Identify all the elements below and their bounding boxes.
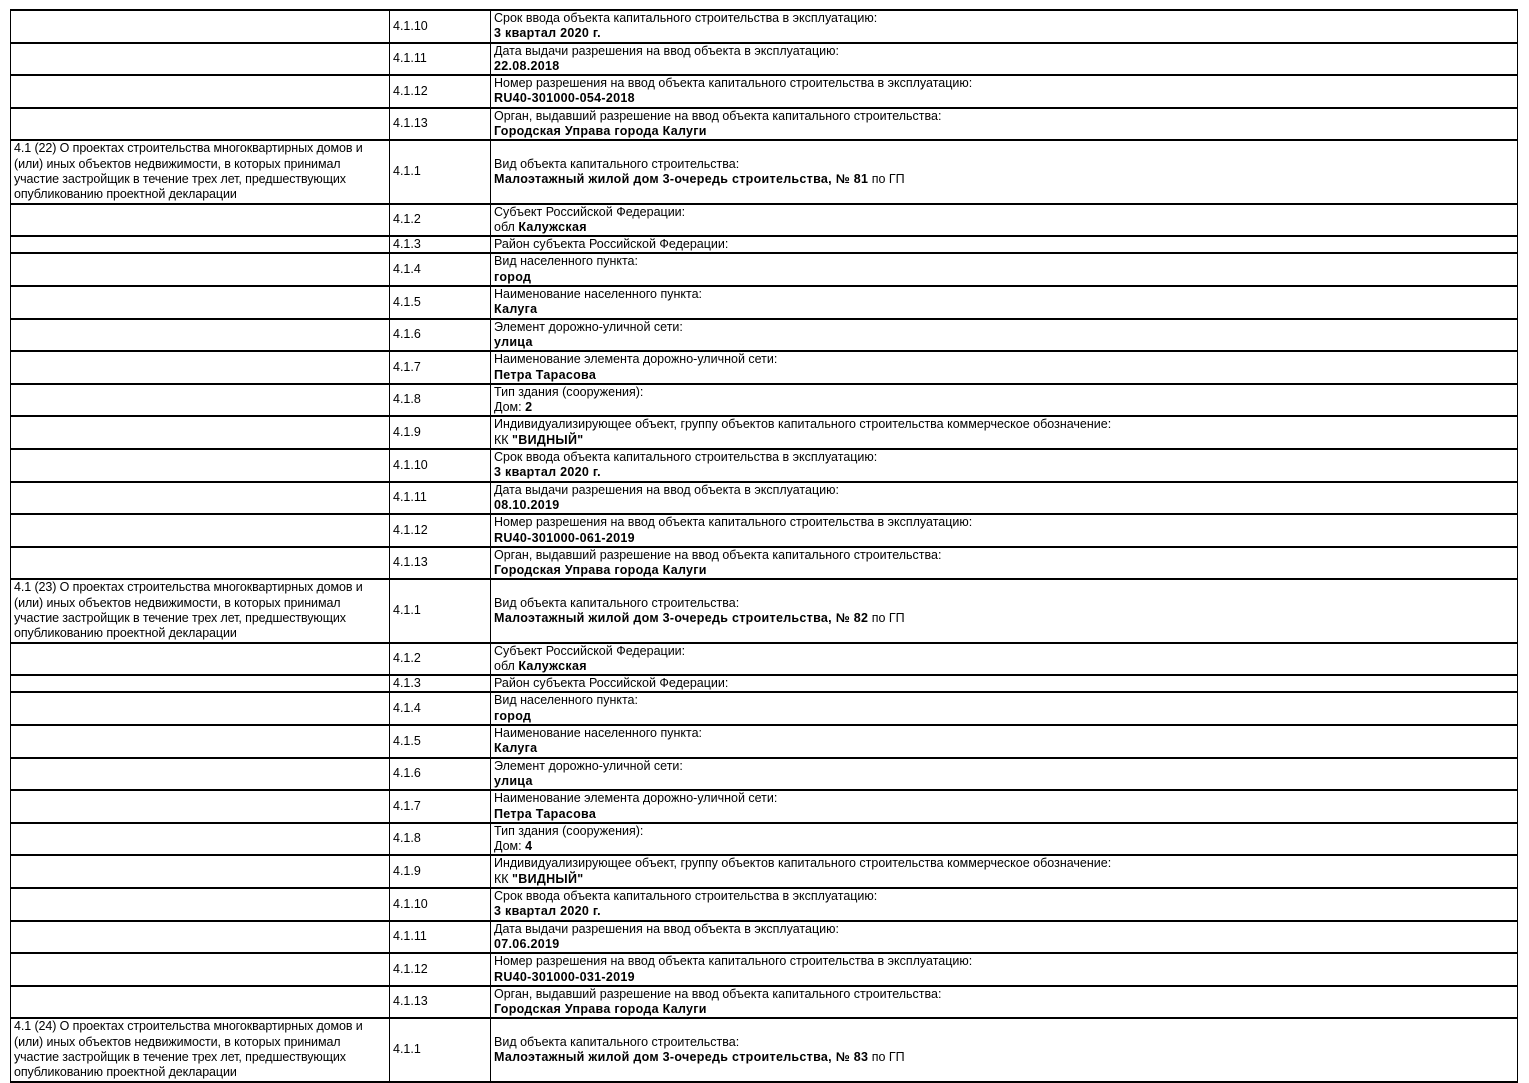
section-cell — [11, 643, 390, 676]
row-code: 4.1.12 — [393, 522, 428, 537]
row-code: 4.1.6 — [393, 766, 421, 781]
table-row — [11, 10, 1518, 43]
row-code: 4.1.10 — [393, 896, 428, 911]
table-row — [11, 416, 1518, 449]
field-value — [494, 937, 1514, 952]
section-cell — [11, 204, 390, 237]
table-row — [11, 236, 1518, 253]
field-value — [494, 302, 1514, 317]
code-cell — [390, 823, 491, 856]
code-cell — [390, 10, 491, 43]
document-page — [10, 9, 1517, 1083]
field-value — [494, 1050, 1514, 1065]
row-code: 4.1.1 — [393, 603, 421, 618]
table-row — [11, 547, 1518, 580]
value-prefix: КК — [494, 871, 513, 886]
section-description: 4.1 (23) О проектах строительства многоквартирных домов и (или) иных объектов недвижимости, в которых принимал участие застройщик в течение трех лет, предшествующих опубликованию проектной декларации — [14, 580, 363, 641]
field-label: Вид населенного пункта: — [494, 254, 638, 269]
content-cell — [491, 953, 1518, 986]
value-bold: Калужская — [518, 658, 587, 673]
table-row — [11, 692, 1518, 725]
value-bold: Калужская — [518, 219, 587, 234]
section-cell — [11, 449, 390, 482]
section-cell — [11, 855, 390, 888]
field-label: Наименование населенного пункта: — [494, 287, 703, 302]
section-cell — [11, 790, 390, 823]
value-suffix: по ГП — [868, 610, 905, 625]
table-row — [11, 888, 1518, 921]
value-prefix: Дом: — [494, 839, 526, 854]
value-suffix: по ГП — [868, 1050, 905, 1064]
field-value — [494, 172, 1514, 187]
row-code: 4.1.7 — [393, 359, 421, 374]
value-prefix: обл — [494, 219, 519, 234]
table-row — [11, 675, 1518, 692]
row-code: 4.1.8 — [393, 831, 421, 846]
section-cell — [11, 888, 390, 921]
content-cell — [491, 75, 1518, 108]
code-cell — [390, 921, 491, 954]
value-prefix: Дом: — [494, 400, 526, 415]
field-label: Район субъекта Российской Федерации: — [494, 676, 729, 691]
content-cell — [491, 547, 1518, 580]
code-cell — [390, 790, 491, 823]
code-cell — [390, 253, 491, 286]
value-bold: улица — [494, 334, 533, 349]
section-cell — [11, 319, 390, 352]
value-bold: Калуга — [494, 302, 538, 317]
content-cell — [491, 855, 1518, 888]
table-row — [11, 253, 1518, 286]
row-code: 4.1.3 — [393, 676, 421, 691]
section-cell — [11, 675, 390, 692]
code-cell — [390, 579, 491, 642]
field-value — [494, 774, 1514, 789]
code-cell — [390, 758, 491, 791]
field-value — [494, 807, 1514, 822]
table-row — [11, 725, 1518, 758]
field-label: Тип здания (сооружения): — [494, 823, 644, 838]
code-cell — [390, 482, 491, 515]
code-cell — [390, 43, 491, 76]
section-cell — [11, 1018, 390, 1081]
field-value — [494, 611, 1514, 626]
table-row — [11, 140, 1518, 203]
content-cell — [491, 692, 1518, 725]
content-cell — [491, 108, 1518, 141]
row-code: 4.1.3 — [393, 237, 421, 252]
value-bold: 2 — [525, 400, 533, 415]
section-cell — [11, 416, 390, 449]
field-label: Срок ввода объекта капитального строительства в эксплуатацию: — [494, 450, 878, 465]
row-code: 4.1.9 — [393, 864, 421, 879]
section-cell — [11, 547, 390, 580]
field-value — [494, 465, 1514, 480]
field-label: Номер разрешения на ввод объекта капитального строительства в эксплуатацию: — [494, 954, 973, 969]
code-cell — [390, 514, 491, 547]
field-value — [494, 839, 1514, 854]
content-cell — [491, 758, 1518, 791]
section-cell — [11, 75, 390, 108]
field-label: Орган, выдавший разрешение на ввод объекта капитального строительства: — [494, 986, 942, 1001]
section-cell — [11, 725, 390, 758]
table-row — [11, 986, 1518, 1019]
field-label: Дата выдачи разрешения на ввод объекта в эксплуатацию: — [494, 482, 839, 497]
row-code: 4.1.13 — [393, 116, 428, 131]
field-value — [494, 26, 1514, 41]
value-bold: 4 — [525, 839, 533, 854]
field-value — [494, 659, 1514, 674]
code-cell — [390, 416, 491, 449]
table-row — [11, 43, 1518, 76]
field-label: Элемент дорожно-уличной сети: — [494, 319, 683, 334]
table-row — [11, 1018, 1518, 1081]
value-bold: Городская Управа города Калуги — [494, 1002, 707, 1017]
table-row — [11, 953, 1518, 986]
section-description: 4.1 (22) О проектах строительства многоквартирных домов и (или) иных объектов недвижимости, в которых принимал участие застройщик в течение трех лет, предшествующих опубликованию проектной декларации — [14, 141, 363, 202]
value-bold: Калуга — [494, 741, 538, 756]
field-label: Район субъекта Российской Федерации: — [494, 237, 729, 252]
field-value — [494, 368, 1514, 383]
content-cell — [491, 204, 1518, 237]
row-code: 4.1.2 — [393, 651, 421, 666]
field-label: Номер разрешения на ввод объекта капитального строительства в эксплуатацию: — [494, 515, 973, 530]
value-bold: "ВИДНЫЙ" — [512, 871, 584, 886]
value-prefix: КК — [494, 432, 513, 447]
code-cell — [390, 692, 491, 725]
content-cell — [491, 1018, 1518, 1081]
content-cell — [491, 725, 1518, 758]
content-cell — [491, 43, 1518, 76]
section-cell — [11, 253, 390, 286]
value-bold: улица — [494, 773, 533, 788]
code-cell — [390, 236, 491, 253]
field-label: Дата выдачи разрешения на ввод объекта в эксплуатацию: — [494, 43, 839, 58]
content-cell — [491, 986, 1518, 1019]
section-cell — [11, 823, 390, 856]
content-cell — [491, 482, 1518, 515]
value-bold: Петра Тарасова — [494, 367, 597, 382]
row-code: 4.1.9 — [393, 425, 421, 440]
content-cell — [491, 514, 1518, 547]
field-value — [494, 1002, 1514, 1017]
section-cell — [11, 986, 390, 1019]
content-cell — [491, 790, 1518, 823]
code-cell — [390, 108, 491, 141]
content-cell — [491, 10, 1518, 43]
code-cell — [390, 675, 491, 692]
value-bold: Малоэтажный жилой дом 3-очередь строительства, № 82 — [494, 610, 869, 625]
row-code: 4.1.11 — [393, 929, 427, 944]
table-row — [11, 482, 1518, 515]
field-value — [494, 400, 1514, 415]
value-bold: Петра Тарасова — [494, 806, 597, 821]
row-code: 4.1.10 — [393, 457, 428, 472]
field-label: Наименование элемента дорожно-уличной сети: — [494, 352, 778, 367]
row-code: 4.1.4 — [393, 262, 421, 277]
declaration-table — [10, 9, 1518, 1083]
table-row — [11, 643, 1518, 676]
code-cell — [390, 319, 491, 352]
value-bold: Малоэтажный жилой дом 3-очередь строительства, № 83 — [494, 1050, 869, 1064]
field-value — [494, 904, 1514, 919]
field-value — [494, 124, 1514, 139]
row-code: 4.1.13 — [393, 555, 428, 570]
table-row — [11, 75, 1518, 108]
row-code: 4.1.2 — [393, 212, 421, 227]
section-cell — [11, 384, 390, 417]
field-value — [494, 433, 1514, 448]
field-label: Вид объекта капитального строительства: — [494, 1034, 740, 1049]
table-row — [11, 514, 1518, 547]
section-cell — [11, 43, 390, 76]
table-row — [11, 579, 1518, 642]
row-code: 4.1.7 — [393, 798, 421, 813]
field-label: Индивидуализирующее объект, группу объектов капитального строительства коммерческое обозначение: — [494, 856, 1112, 871]
content-cell — [491, 823, 1518, 856]
row-code: 4.1.6 — [393, 327, 421, 342]
field-value — [494, 531, 1514, 546]
value-bold: 07.06.2019 — [494, 936, 560, 951]
value-bold: город — [494, 708, 532, 723]
value-bold: "ВИДНЫЙ" — [512, 432, 584, 447]
code-cell — [390, 643, 491, 676]
section-cell — [11, 108, 390, 141]
field-label: Наименование населенного пункта: — [494, 726, 703, 741]
section-cell — [11, 236, 390, 253]
content-cell — [491, 921, 1518, 954]
content-cell — [491, 319, 1518, 352]
row-code: 4.1.4 — [393, 701, 421, 716]
content-cell — [491, 384, 1518, 417]
field-label: Вид населенного пункта: — [494, 693, 638, 708]
row-code: 4.1.1 — [393, 1042, 421, 1057]
value-bold: Малоэтажный жилой дом 3-очередь строительства, № 81 — [494, 171, 869, 186]
row-code: 4.1.12 — [393, 961, 428, 976]
section-cell — [11, 692, 390, 725]
table-row — [11, 286, 1518, 319]
table-row — [11, 855, 1518, 888]
row-code: 4.1.12 — [393, 83, 428, 98]
table-row — [11, 384, 1518, 417]
row-code: 4.1.10 — [393, 18, 428, 33]
code-cell — [390, 1018, 491, 1081]
table-row — [11, 790, 1518, 823]
content-cell — [491, 888, 1518, 921]
field-value — [494, 709, 1514, 724]
code-cell — [390, 888, 491, 921]
section-cell — [11, 514, 390, 547]
content-cell — [491, 140, 1518, 203]
value-bold: 3 квартал 2020 г. — [494, 904, 601, 919]
content-cell — [491, 253, 1518, 286]
table-row — [11, 204, 1518, 237]
content-cell — [491, 236, 1518, 253]
field-value — [494, 498, 1514, 513]
value-bold: RU40-301000-054-2018 — [494, 91, 635, 106]
code-cell — [390, 449, 491, 482]
value-bold: 3 квартал 2020 г. — [494, 26, 601, 41]
table-body — [11, 10, 1518, 1082]
row-code: 4.1.11 — [393, 490, 427, 505]
section-cell — [11, 10, 390, 43]
value-bold: город — [494, 269, 532, 284]
content-cell — [491, 351, 1518, 384]
field-value — [494, 91, 1514, 106]
field-label: Субъект Российской Федерации: — [494, 204, 686, 219]
value-suffix: по ГП — [868, 171, 905, 186]
row-code: 4.1.13 — [393, 994, 428, 1009]
field-value — [494, 741, 1514, 756]
code-cell — [390, 953, 491, 986]
field-value — [494, 270, 1514, 285]
section-cell — [11, 286, 390, 319]
code-cell — [390, 547, 491, 580]
value-bold: Городская Управа города Калуги — [494, 563, 707, 578]
field-label: Индивидуализирующее объект, группу объектов капитального строительства коммерческое обозначение: — [494, 417, 1112, 432]
value-bold: 22.08.2018 — [494, 58, 560, 73]
table-row — [11, 319, 1518, 352]
row-code: 4.1.8 — [393, 392, 421, 407]
field-label: Орган, выдавший разрешение на ввод объекта капитального строительства: — [494, 547, 942, 562]
field-value — [494, 563, 1514, 578]
value-bold: 3 квартал 2020 г. — [494, 465, 601, 480]
table-row — [11, 758, 1518, 791]
section-cell — [11, 482, 390, 515]
field-label: Субъект Российской Федерации: — [494, 643, 686, 658]
section-cell — [11, 953, 390, 986]
code-cell — [390, 140, 491, 203]
field-label: Дата выдачи разрешения на ввод объекта в эксплуатацию: — [494, 921, 839, 936]
row-code: 4.1.11 — [393, 51, 427, 66]
field-label: Вид объекта капитального строительства: — [494, 595, 740, 610]
content-cell — [491, 286, 1518, 319]
field-value — [494, 970, 1514, 985]
value-prefix: обл — [494, 658, 519, 673]
section-cell — [11, 579, 390, 642]
code-cell — [390, 75, 491, 108]
value-bold: RU40-301000-061-2019 — [494, 530, 635, 545]
row-code: 4.1.1 — [393, 164, 421, 179]
content-cell — [491, 643, 1518, 676]
code-cell — [390, 986, 491, 1019]
section-description: 4.1 (24) О проектах строительства многоквартирных домов и (или) иных объектов недвижимости, в которых принимал участие застройщик в течение трех лет, предшествующих опубликованию проектной декларации — [14, 1019, 363, 1080]
field-value — [494, 59, 1514, 74]
section-cell — [11, 921, 390, 954]
value-bold: RU40-301000-031-2019 — [494, 969, 635, 984]
field-value — [494, 220, 1514, 235]
value-bold: Городская Управа города Калуги — [494, 124, 707, 139]
field-value — [494, 335, 1514, 350]
section-cell — [11, 758, 390, 791]
field-label: Элемент дорожно-уличной сети: — [494, 758, 683, 773]
code-cell — [390, 286, 491, 319]
code-cell — [390, 351, 491, 384]
code-cell — [390, 725, 491, 758]
section-cell — [11, 140, 390, 203]
content-cell — [491, 416, 1518, 449]
table-row — [11, 108, 1518, 141]
field-label: Орган, выдавший разрешение на ввод объекта капитального строительства: — [494, 108, 942, 123]
field-label: Наименование элемента дорожно-уличной сети: — [494, 791, 778, 806]
field-value — [494, 872, 1514, 887]
row-code: 4.1.5 — [393, 294, 421, 309]
field-label: Тип здания (сооружения): — [494, 384, 644, 399]
code-cell — [390, 204, 491, 237]
code-cell — [390, 384, 491, 417]
table-row — [11, 449, 1518, 482]
field-label: Номер разрешения на ввод объекта капитального строительства в эксплуатацию: — [494, 76, 973, 91]
row-code: 4.1.5 — [393, 733, 421, 748]
field-label: Срок ввода объекта капитального строительства в эксплуатацию: — [494, 11, 878, 25]
field-label: Вид объекта капитального строительства: — [494, 156, 740, 171]
value-bold: 08.10.2019 — [494, 497, 560, 512]
table-row — [11, 921, 1518, 954]
section-cell — [11, 351, 390, 384]
field-label: Срок ввода объекта капитального строительства в эксплуатацию: — [494, 889, 878, 904]
content-cell — [491, 675, 1518, 692]
table-row — [11, 823, 1518, 856]
content-cell — [491, 449, 1518, 482]
content-cell — [491, 579, 1518, 642]
table-row — [11, 351, 1518, 384]
code-cell — [390, 855, 491, 888]
